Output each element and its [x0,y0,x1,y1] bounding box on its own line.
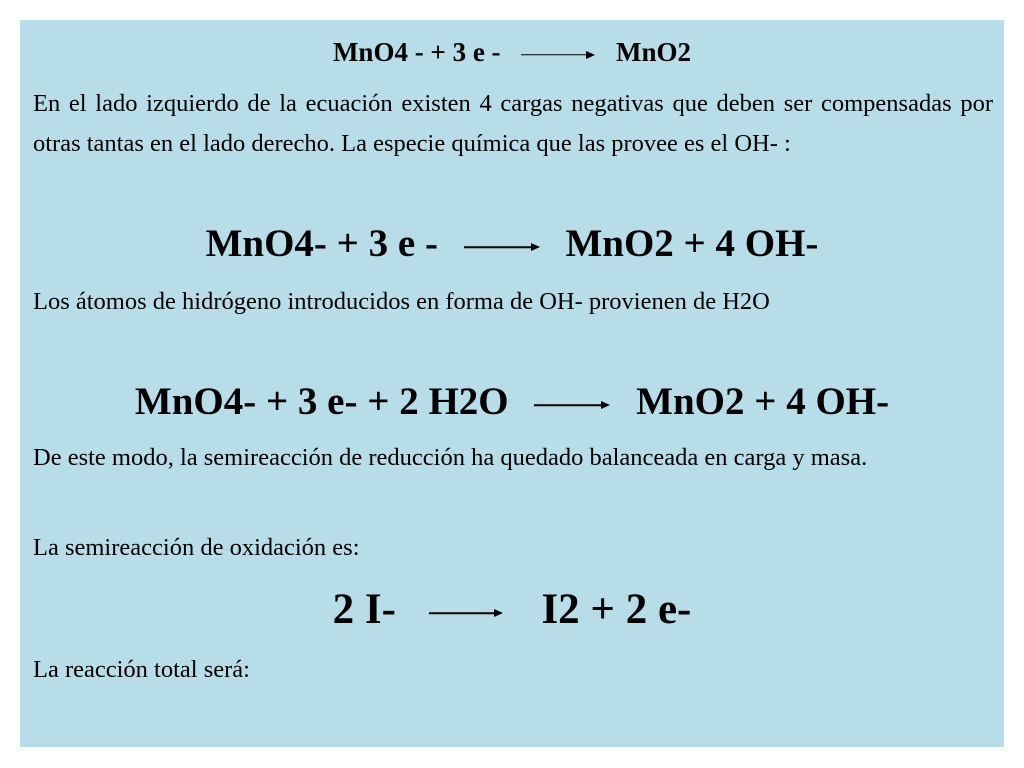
reaction-arrow-icon [429,607,503,619]
paragraph-cargas-negativas: En el lado izquierdo de la ecuación existen 4 cargas negativas que deben ser compensadas por otras tantas en el lado derecho. La especie química que las provee es el OH- : [33,90,993,157]
equation-3-left: MnO4- + 3 e- + 2 H2O [134,380,509,423]
equation-4-left: 2 I- [332,586,396,633]
equation-2-left: MnO4- + 3 e - [205,222,438,265]
equation-2-right: MnO2 + 4 OH- [565,222,819,265]
reaction-arrow-icon [521,49,595,61]
reaction-arrow-icon [534,399,610,411]
equation-1 [20,30,1004,74]
equation-1-left: MnO4 - + 3 e - [332,37,501,67]
paragraph-reaccion-total: La reacción total será: [33,656,250,683]
paragraph-balanceada: De este modo, la semireacción de reducción ha quedado balanceada en carga y masa. [33,444,868,471]
equation-2 [20,220,1004,268]
reaction-arrow-icon [464,241,540,253]
equation-4-right: I2 + 2 e- [541,586,692,633]
equation-1-right: MnO2 [616,37,692,67]
equation-4 [20,582,1004,638]
slide [20,20,1004,747]
equation-3 [20,378,1004,426]
paragraph-oxidacion: La semireacción de oxidación es: [33,534,360,561]
equation-3-right: MnO2 + 4 OH- [636,380,890,423]
paragraph-atomos-hidrogeno: Los átomos de hidrógeno introducidos en forma de OH- provienen de H2O [33,288,770,315]
